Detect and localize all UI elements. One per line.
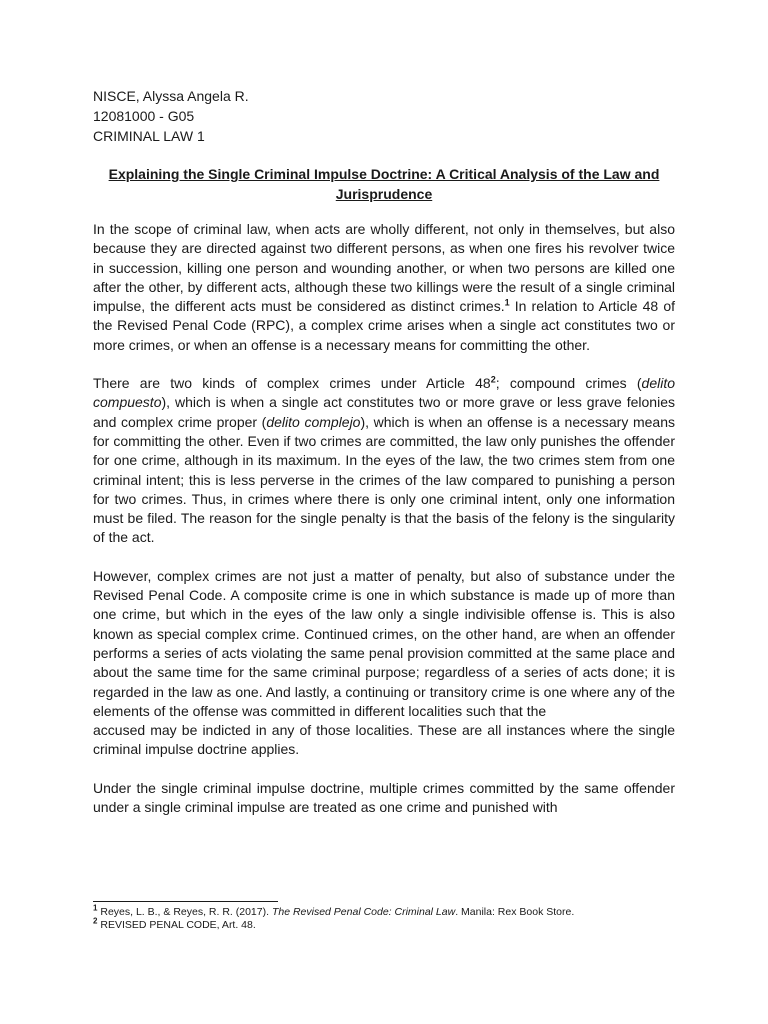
footnote-2: $^2$ REVISED PENAL CODE, Art. 48. — [93, 916, 256, 931]
footnotes — [93, 903, 575, 932]
paragraph-1: In the scope of criminal law, when acts are wholly different, not only in themselves, but also because they are directed against two different persons, as when one fires his revolver twice in succession, killing one person and wounding another, or when two persons are killed one after the other, by different acts, although these two killings were the result of a single criminal impulse, the different acts must be considered as distinct crimes.$^1$ In relation to Article 48 of the Revised Penal Code (RPC), a complex crime arises when a single act constitutes two or more crimes, or when an offense is a necessary means for committing the other. — [93, 221, 675, 353]
author-name: NISCE, Alyssa Angela R. — [93, 88, 249, 104]
footnote-ref-1: 1 — [504, 297, 510, 308]
paragraph-4: Under the single criminal impulse doctrine, multiple crimes committed by the same offender under a single criminal impulse are treated as one crime and punished with — [93, 779, 675, 816]
student-id-section: 12081000 - G05 — [93, 108, 195, 124]
course-name: CRIMINAL LAW 1 — [93, 128, 205, 144]
paragraph-3: However, complex crimes are not just a matter of penalty, but also of substance under the Revised Penal Code. A composite crime is one in which substance is made up of more than one crime, but which in the eyes of the law only a single indivisible offense is. This is also known as special complex crime. Continued crimes, on the other hand, are when an offender performs a series of acts violating the same penal provision committed at the same place and about the same time for the same criminal purpose; regardless of a series of acts done; it is regarded in the law as one. And lastly, a continuing or transitory crime is one where any of the elements of the offense was committed in different localities such that the accused may be indicted in any of those localities. These are all instances where the single criminal impulse doctrine applies. — [93, 567, 675, 758]
footnote-1: $^1$ Reyes, L. B., & Reyes, R. R. (2017). The Revised Penal Code: Criminal Law. Manila: Rex Book Store. — [93, 903, 575, 918]
paragraph-2: There are two kinds of complex crimes under Article $48^2$; compound crimes (delito compuesto), which is when a single act constitutes two or more grave or less grave felonies and complex crime proper (delito complejo), which is when an offense is a necessary means for committing the other. Even if two crimes are committed, the law only punishes the offender for one crime, although in its maximum. In the eyes of the law, the two crimes stem from one criminal intent; this is less perverse in the crimes of the law compared to punishing a person for two crimes. Thus, in crimes where there is only one criminal intent, only one information must be filed. The reason for the single penalty is that the basis of the felony is the singularity of the act. — [93, 374, 675, 546]
footnote-ref-2: 2 — [490, 374, 496, 385]
essay-title: Explaining the Single Criminal Impulse Doctrine: A Critical Analysis of the Law and Jurisprudence — [108, 166, 660, 202]
footnote-separator — [93, 901, 278, 902]
essay-body — [93, 220, 675, 817]
author-header — [93, 86, 249, 146]
